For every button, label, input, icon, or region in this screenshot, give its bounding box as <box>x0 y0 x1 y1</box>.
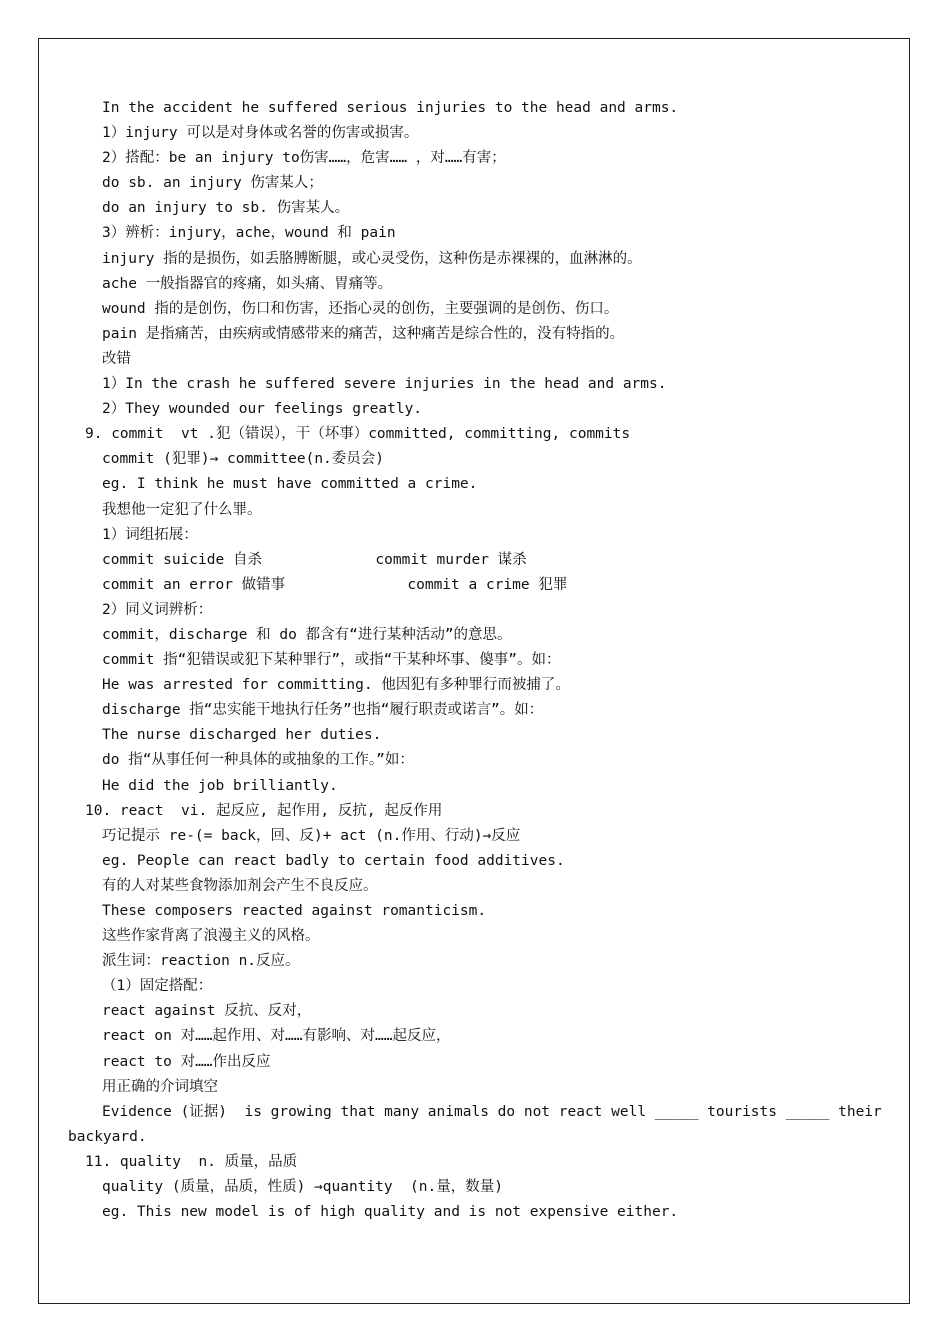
text-line: 1）词组拓展： <box>102 526 198 543</box>
text-line: commit 指“犯错误或犯下某种罪行”，或指“干某种坏事、傻事”。如： <box>102 652 561 669</box>
text-line: react to 对……作出反应 <box>102 1053 271 1070</box>
text-line: injury 指的是损伤，如丢胳膊断腿，或心灵受伤，这种伤是赤裸裸的，血淋淋的。 <box>102 250 642 267</box>
text-line: These composers reacted against romanticism. <box>102 903 487 919</box>
text-line: 这些作家背离了浪漫主义的风格。 <box>102 928 320 945</box>
text-line: do sb. an injury 伤害某人； <box>102 175 323 192</box>
text-line: commit an error 做错事 commit a crime 犯罪 <box>102 576 568 593</box>
text-line: （1）固定搭配： <box>102 978 213 995</box>
text-line: 11. quality n. 质量，品质 <box>85 1153 298 1170</box>
text-line: 有的人对某些食物添加剂会产生不良反应。 <box>102 877 378 894</box>
text-line: eg. People can react badly to certain food additives. <box>102 852 565 869</box>
text-line: 改错 <box>102 350 131 367</box>
document-body <box>0 96 950 1225</box>
text-line: 10. react vi. 起反应, 起作用, 反抗, 起反作用 <box>85 802 443 819</box>
text-line: eg. I think he must have committed a crime. <box>102 476 478 493</box>
text-line: He did the job brilliantly. <box>102 777 338 794</box>
text-line: 1）injury 可以是对身体或名誉的伤害或损害。 <box>102 125 419 142</box>
text-line: ache 一般指器官的疼痛，如头痛、胃痛等。 <box>102 275 393 292</box>
text-line: backyard. <box>68 1128 147 1145</box>
text-line: 我想他一定犯了什么罪。 <box>102 501 262 518</box>
text-line: react against 反抗、反对， <box>102 1003 312 1020</box>
text-line: discharge 指“忠实能干地执行任务”也指“履行职责或诺言”。如： <box>102 702 544 719</box>
text-line: pain 是指痛苦，由疾病或情感带来的痛苦，这种痛苦是综合性的，没有特指的。 <box>102 325 625 342</box>
text-line: eg. This new model is of high quality and is not expensive either. <box>102 1204 679 1221</box>
text-line: 3）辨析：injury，ache，wound 和 pain <box>102 225 396 242</box>
text-line: commit (犯罪)→ committee(n.委员会) <box>102 451 385 468</box>
text-line: commit suicide 自杀 commit murder 谋杀 <box>102 551 527 568</box>
text-line: quality (质量，品质，性质) →quantity (n.量，数量) <box>102 1179 503 1196</box>
text-line: commit，discharge 和 do 都含有“进行某种活动”的意思。 <box>102 626 512 643</box>
text-line: react on 对……起作用、对……有影响、对……起反应， <box>102 1028 451 1045</box>
text-line: 9. commit vt .犯（错误），干（坏事）committed, committing, commits <box>85 426 631 443</box>
text-line: do 指“从事任何一种具体的或抽象的工作。”如： <box>102 752 414 769</box>
text-line: do an injury to sb. 伤害某人。 <box>102 200 350 217</box>
text-line: 派生词：reaction n.反应。 <box>102 953 300 970</box>
text-line: 1）In the crash he suffered severe injuries in the head and arms. <box>102 376 667 393</box>
text-line: He was arrested for committing. 他因犯有多种罪行而被捕了。 <box>102 677 570 694</box>
text-line: 2）同义词辨析： <box>102 601 213 618</box>
text-line: 巧记提示 re-(= back，回、反)+ act (n.作用、行动)→反应 <box>102 827 521 844</box>
text-line: 用正确的介词填空 <box>102 1078 218 1095</box>
text-line: In the accident he suffered serious injuries to the head and arms. <box>102 100 679 116</box>
text-line: Evidence (证据) is growing that many animals do not react well _____ tourists _____ their <box>102 1103 882 1120</box>
text-line: 2）They wounded our feelings greatly. <box>102 401 423 418</box>
text-line: The nurse discharged her duties. <box>102 727 382 744</box>
text-line: 2）搭配：be an injury to伤害……，危害…… ，对……有害； <box>102 150 506 167</box>
text-line: wound 指的是创伤，伤口和伤害，还指心灵的创伤，主要强调的是创伤、伤口。 <box>102 300 619 317</box>
